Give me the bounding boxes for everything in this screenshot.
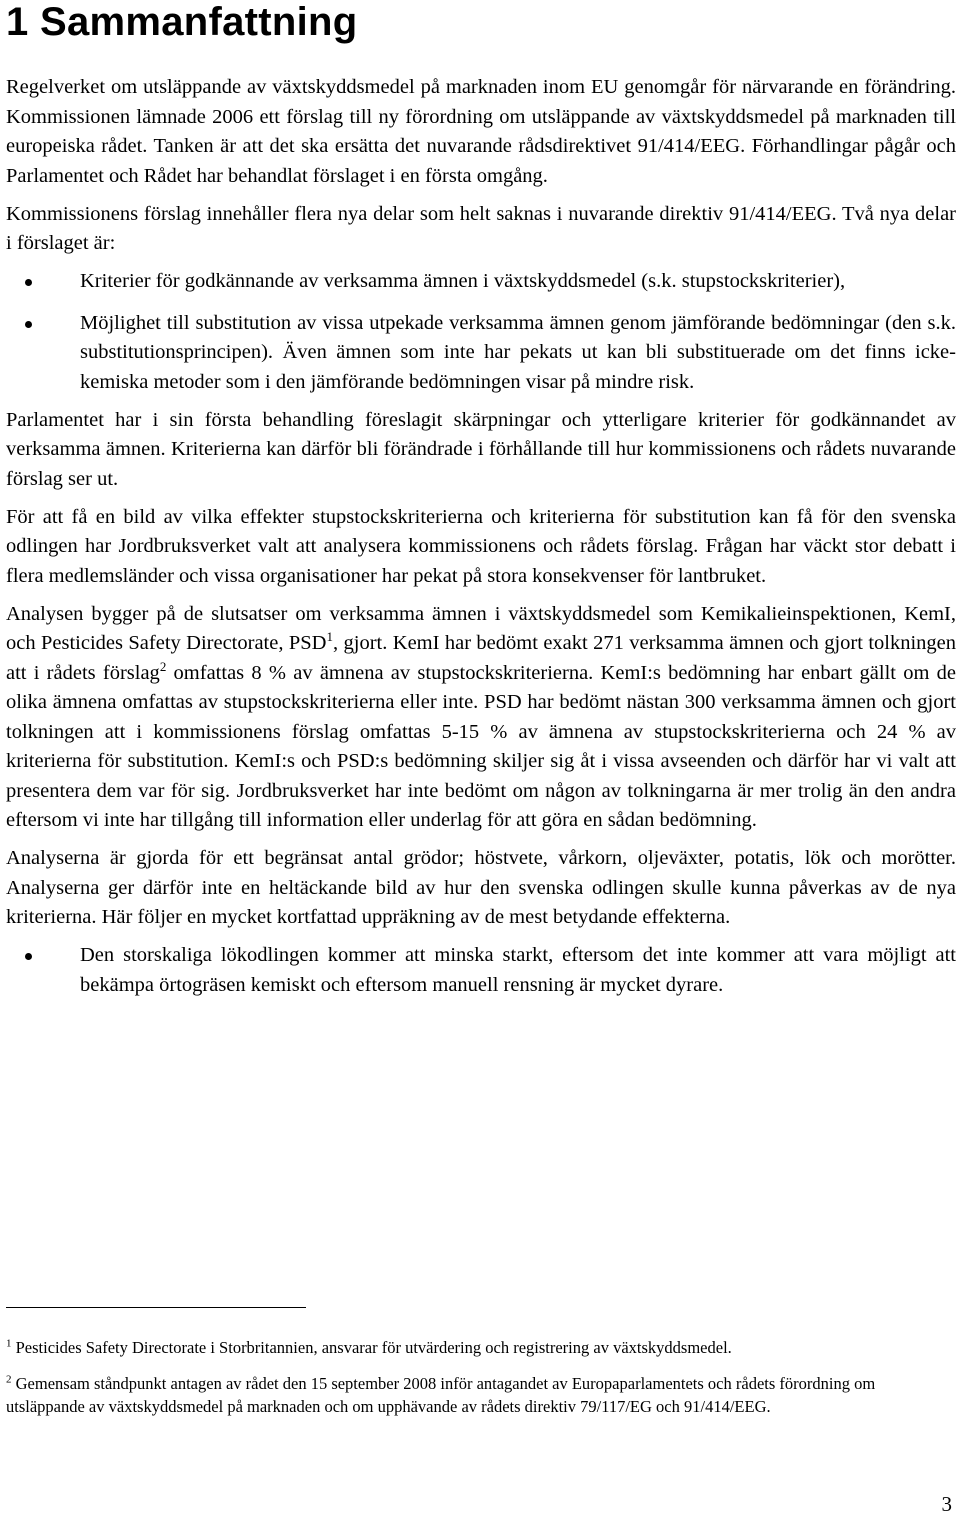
footnote-text: Gemensam ståndpunkt antagen av rådet den 15 september 2008 inför antagandet av Europaparlamentets och rådets förordning om utsläppande av växtskyddsmedel på marknaden och om upphävande av rådets direktiv 79/117/EG och 91/414/EEG. [6, 1373, 876, 1416]
paragraph-parliament: Parlamentet har i sin första behandling föreslagit skärpningar och ytterligare kriterier för godkännandet av verksamma ämnen. Kriterierna kan därför bli förändrade i förhållande till hur kommissionens och rådets nuvarande förslag ser ut. [6, 408, 956, 490]
bullet-list-new-parts [6, 267, 956, 397]
list-item-text: Den storskaliga lökodlingen kommer att minska starkt, eftersom det inte kommer att vara möjligt att bekämpa örtogräsen kemiskt och eftersom manuell rensning är mycket dyrare. [80, 944, 956, 996]
list-item [6, 941, 956, 1000]
footnote-text: Pesticides Safety Directorate i Storbritannien, ansvarar för utvärdering och registrering av växtskyddsmedel. [11, 1338, 732, 1357]
paragraph-crops: Analyserna är gjorda för ett begränsat antal grödor; höstvete, vårkorn, oljeväxter, potatis, lök och morötter. Analyserna ger därför inte en heltäckande bild av hur den svenska odlingen skulle kunna påverkas av de nya kriterierna. Här följer en mycket kortfattad uppräkning av de mest betydande effekterna. [6, 847, 956, 928]
analysis-text-part: Analysen bygger på de slutsatser om verksamma ämnen i växtskyddsmedel som Kemikalieinspektionen, KemI, och Pesticides Safety Directorate, PSD [6, 602, 956, 654]
section-heading: 1 Sammanfattning [6, 0, 358, 44]
bullet-icon [25, 279, 32, 286]
footnote-number: 2 [6, 1373, 12, 1385]
analysis-text-part: , gjort. KemI har bedömt exakt 271 verksamma ämnen och gjort tolkningen att i rådets förslag [6, 632, 957, 684]
footnote [6, 1336, 956, 1360]
paragraph-proposal: Kommissionens förslag innehåller flera nya delar som helt saknas i nuvarande direktiv 91/414/EEG. Två nya delar i förslaget är: [6, 202, 956, 254]
analysis-text-part: omfattas 8 % av ämnena av stupstockskriterierna. KemI:s bedömning har enbart gällt om de olika ämnena omfattas av stupstockskriterierna eller inte. PSD har bedömt nästan 300 verksamma ämnen och gjort tolkningen att i kommissionens förslag omfattas 5-15 % av ämnena av stupstockskriterierna och 24 % av kriterierna för substitution. KemI:s och PSD:s bedömning skiljer sig åt i vissa avseenden och därför har vi valt att presentera dem var för sig. Jordbruksverket har inte bedömt om någon av tolkningarna är mer trolig än den andra eftersom vi inte har tillgång till information eller underlag för att göra en sådan bedömning. [6, 661, 957, 831]
page-number: 3 [941, 1492, 952, 1516]
footnote-number: 1 [6, 1337, 12, 1350]
footnote-divider [6, 1307, 306, 1308]
list-item-text: Kriterier för godkännande av verksamma ämnen i växtskyddsmedel (s.k. stupstockskriterier), [80, 270, 846, 292]
bullet-icon [25, 953, 32, 960]
list-item-text: Möjlighet till substitution av vissa utpekade verksamma ämnen genom jämförande bedömningar (den s.k. substitutionsprincipen). Även ämnen som inte har pekats ut kan bli substituerade om det finns icke-kemiska metoder som i den jämförande bedömningen visar på mindre risk. [80, 311, 956, 393]
paragraph-effects: För att få en bild av vilka effekter stupstockskriterierna och kriterierna för substitution kan få för den svenska odlingen har Jordbruksverket valt att analysera kommissionens och rådets förslag. Frågan har väckt stor debatt i flera medlemsländer och vissa organisationer har pekat på stora konsekvenser för lantbruket. [6, 505, 956, 587]
list-item [6, 267, 956, 297]
footnote [6, 1372, 956, 1419]
footnote-ref: 1 [326, 629, 333, 645]
list-item [6, 309, 956, 398]
bullet-icon [25, 321, 32, 328]
paragraph-intro: Regelverket om utsläppande av växtskyddsmedel på marknaden inom EU genomgår för närvarande en förändring. Kommissionen lämnade 2006 ett förslag till ny förordning om utsläppande av växtskyddsmedel på marknaden till europeiska rådet. Tanken är att det ska ersätta det nuvarande rådsdirektivet 91/414/EEG. Förhandlingar pågår och Parlamentet och Rådet har behandlat förslaget i en första omgång. [6, 76, 956, 187]
footnote-ref: 2 [159, 658, 167, 674]
bullet-list-effects [6, 941, 956, 1000]
paragraph-analysis [6, 600, 956, 836]
body-text [6, 73, 956, 1009]
footnotes [6, 1336, 956, 1431]
